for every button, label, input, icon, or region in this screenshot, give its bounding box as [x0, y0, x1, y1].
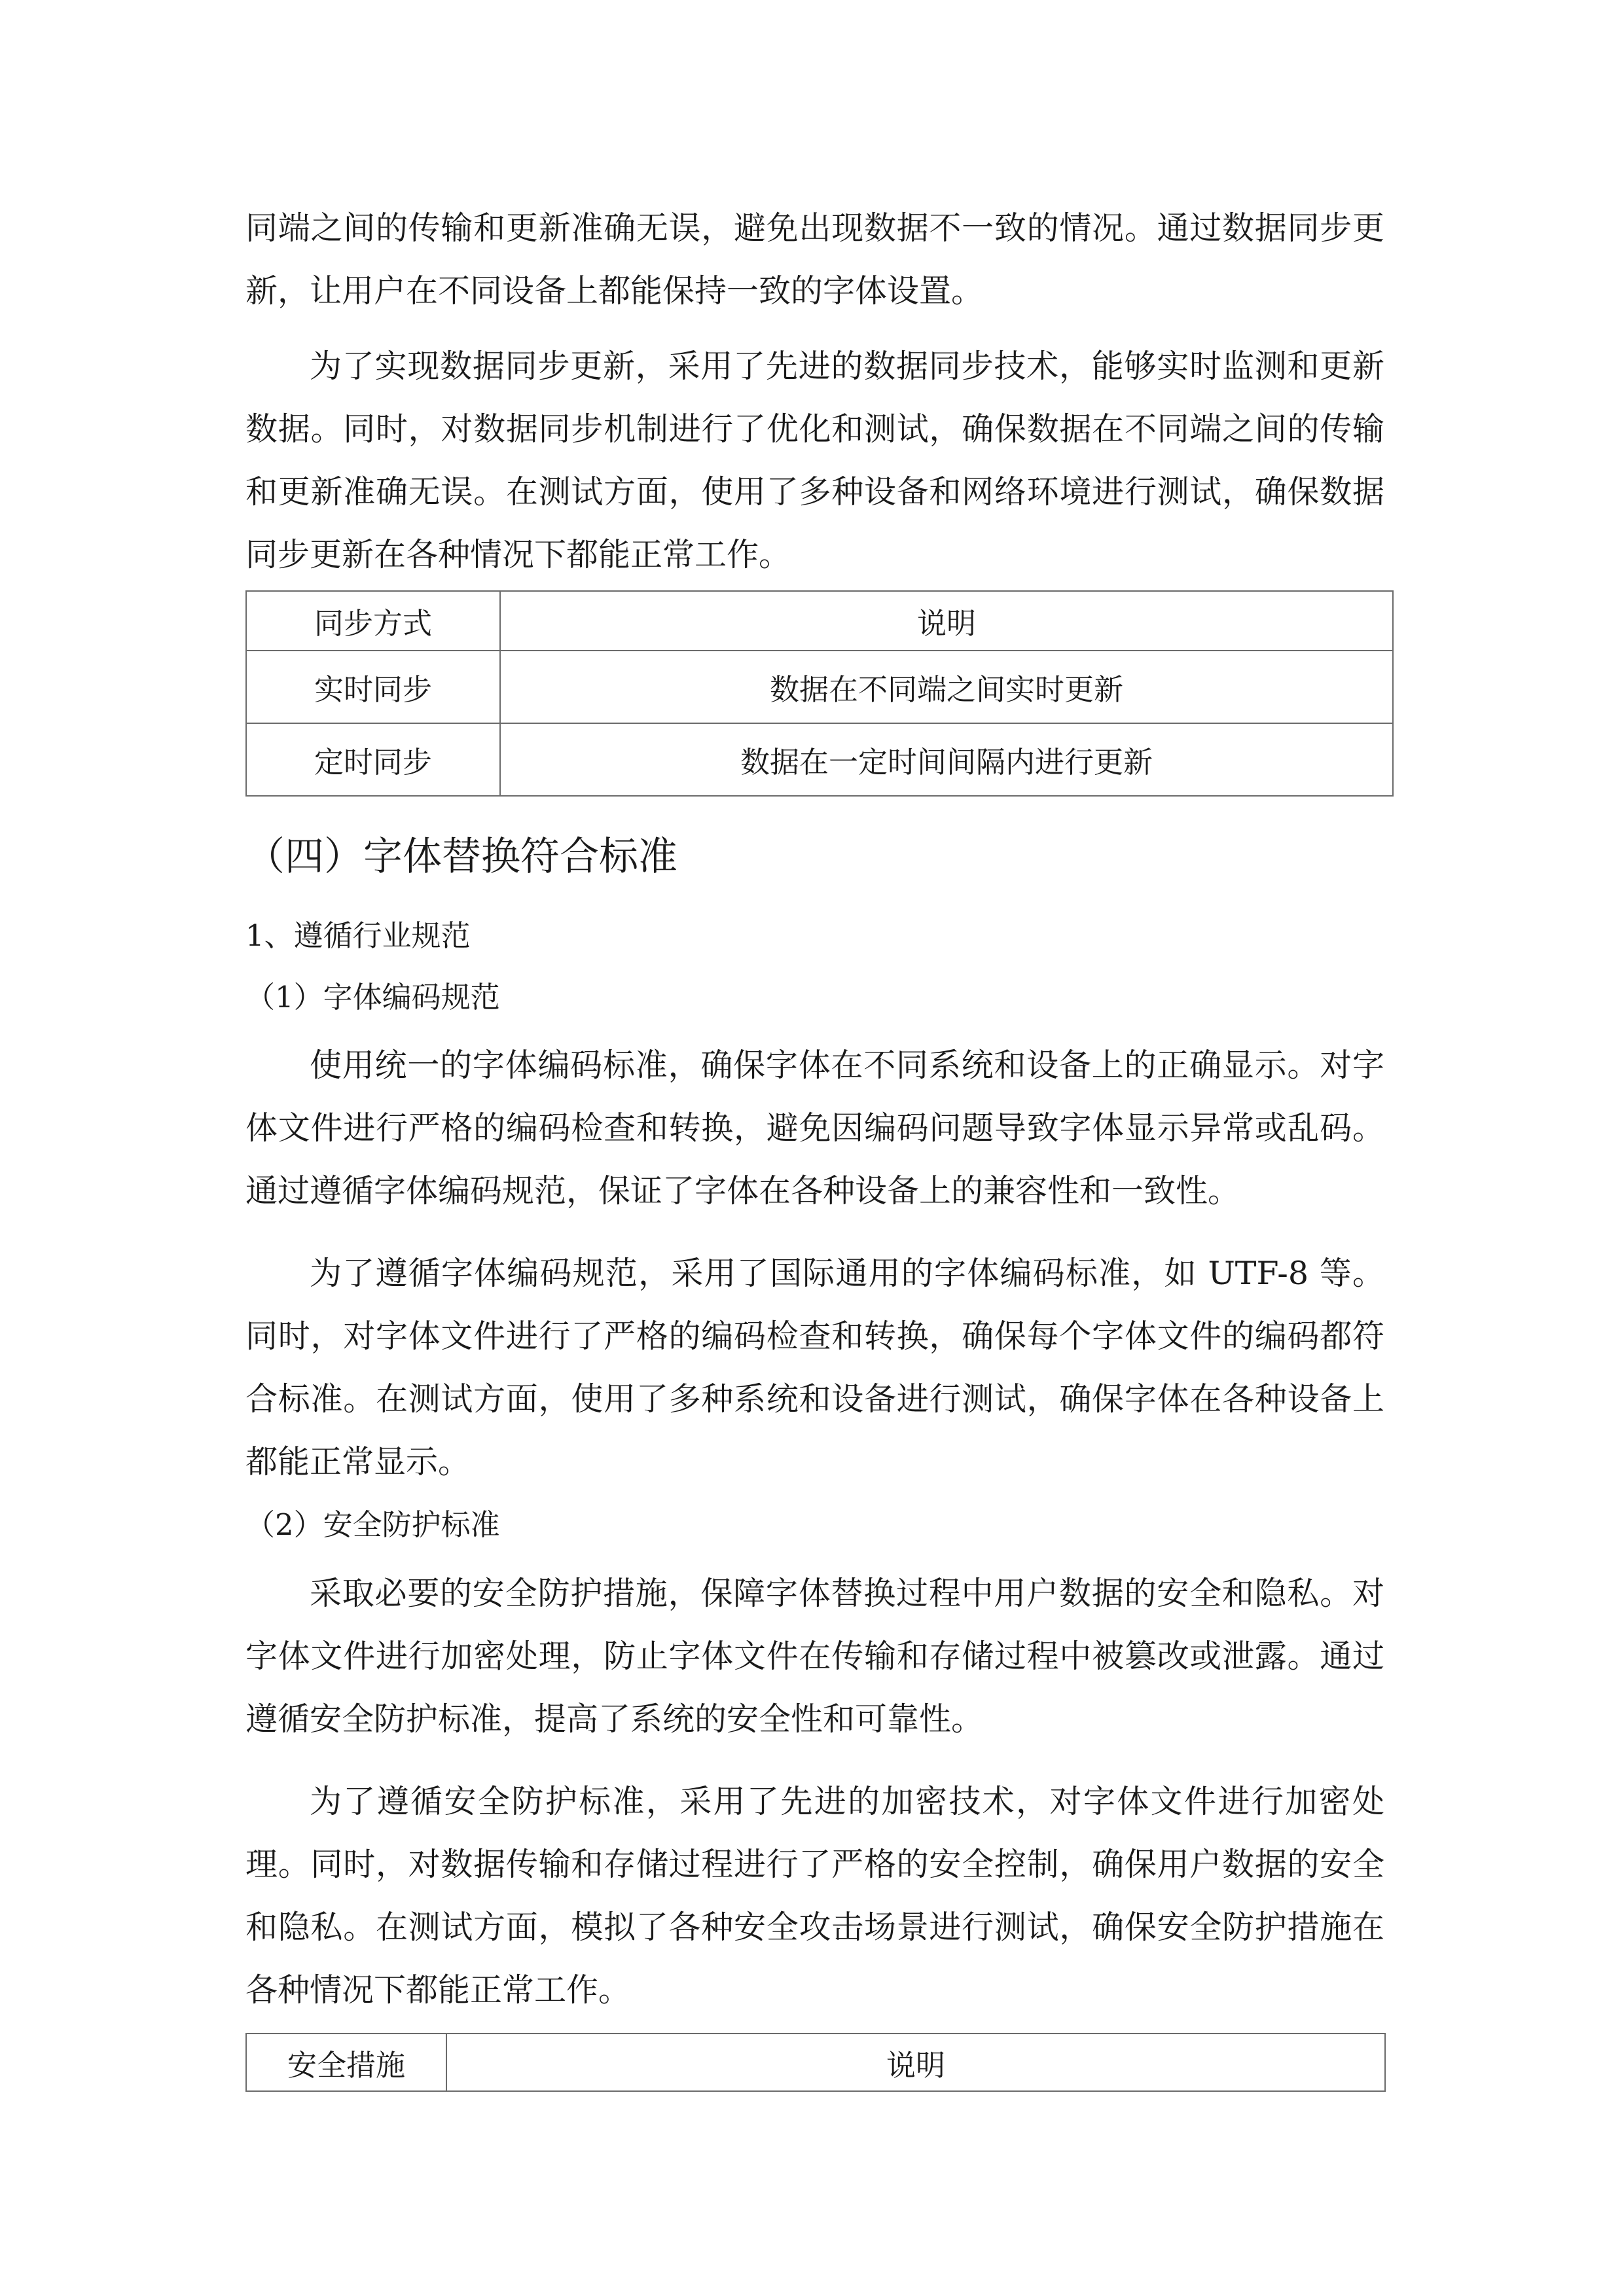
section-heading: （四）字体替换符合标准: [245, 834, 677, 880]
subheading-security: （2）安全防护标准: [245, 1507, 500, 1542]
table-cell: 实时同步: [246, 651, 500, 723]
paragraph-security-implementation: 为了遵循安全防护标准，采用了先进的加密技术，对字体文件进行加密处理。同时，对数据传输和存储过程进行了严格的安全控制，确保用户数据的安全和隐私。在测试方面，模拟了各种安全攻击场景进行测试，确保安全防护措施在各种情况下都能正常工作。: [245, 1783, 1384, 2009]
paragraph-sync-implementation: 为了实现数据同步更新，采用了先进的数据同步技术，能够实时监测和更新数据。同时，对数据同步机制进行了优化和测试，确保数据在不同端之间的传输和更新准确无误。在测试方面，使用了多种设备和网络环境进行测试，确保数据同步更新在各种情况下都能正常工作。: [245, 348, 1384, 573]
table-header-cell: 说明: [500, 591, 1393, 651]
table-cell: 数据在不同端之间实时更新: [500, 651, 1393, 723]
table-header-cell: 安全措施: [246, 2034, 446, 2091]
paragraph-security-standard: 采取必要的安全防护措施，保障字体替换过程中用户数据的安全和隐私。对字体文件进行加密处理，防止字体文件在传输和存储过程中被篡改或泄露。通过遵循安全防护标准，提高了系统的安全性和可靠性。: [245, 1575, 1384, 1738]
sync-methods-table: [245, 590, 1394, 797]
security-measures-table: [245, 2033, 1386, 2092]
table-cell: 定时同步: [246, 723, 500, 796]
table-cell: 数据在一定时间间隔内进行更新: [500, 723, 1393, 796]
table-header-row: [246, 2034, 1385, 2091]
paragraph-sync-intro: 同端之间的传输和更新准确无误，避免出现数据不一致的情况。通过数据同步更新，让用户在不同设备上都能保持一致的字体设置。: [245, 209, 1384, 310]
paragraph-encoding-standard: 使用统一的字体编码标准，确保字体在不同系统和设备上的正确显示。对字体文件进行严格的编码检查和转换，避免因编码问题导致字体显示异常或乱码。通过遵循字体编码规范，保证了字体在各种设备上的兼容性和一致性。: [245, 1047, 1384, 1210]
table-row: [246, 723, 1393, 796]
item-heading: 1、遵循行业规范: [245, 918, 471, 953]
paragraph-encoding-implementation: 为了遵循字体编码规范，采用了国际通用的字体编码标准，如 UTF-8 等。同时，对字体文件进行了严格的编码检查和转换，确保每个字体文件的编码都符合标准。在测试方面，使用了多种系统和设备进行测试，确保字体在各种设备上都能正常显示。: [245, 1255, 1384, 1480]
table-header-cell: 说明: [446, 2034, 1385, 2091]
table-header-cell: 同步方式: [246, 591, 500, 651]
table-row: [246, 651, 1393, 723]
subheading-font-encoding: （1）字体编码规范: [245, 980, 500, 1014]
table-header-row: [246, 591, 1393, 651]
